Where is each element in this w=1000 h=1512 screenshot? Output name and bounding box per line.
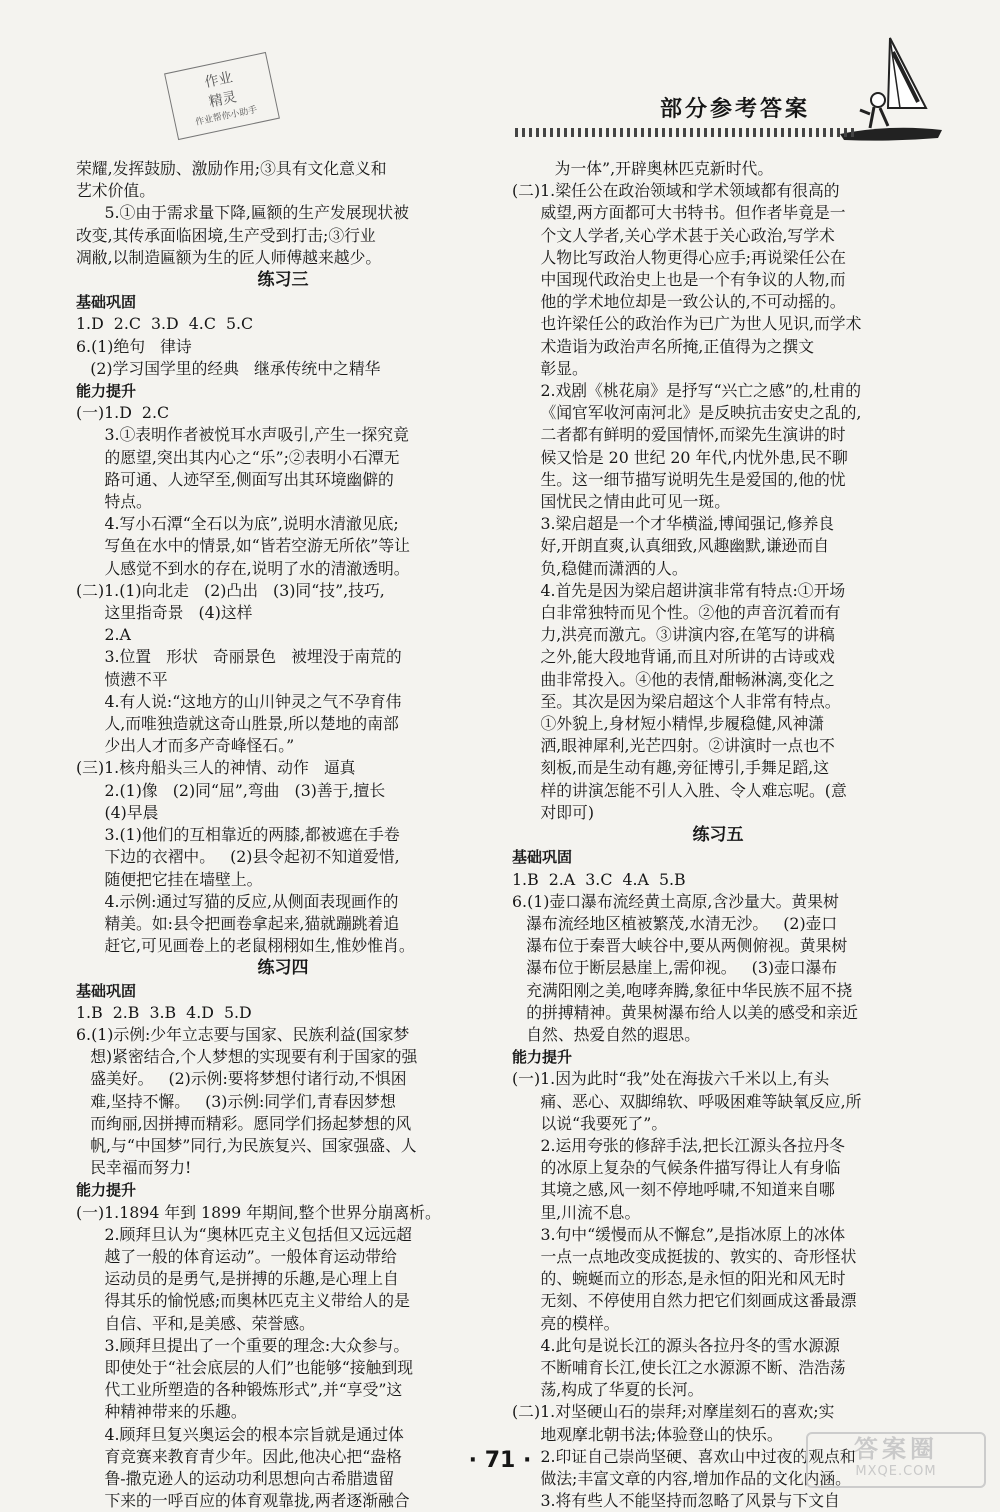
section-heading: 能力提升 xyxy=(76,382,137,401)
answer-line: 的愿望,突出其内心之“乐”;②表明小石潭无 xyxy=(104,447,400,467)
answer-line: 中国现代政治史上也是一个有争议的人物,而 xyxy=(540,270,846,290)
answer-line: (一)1.D 2.C xyxy=(76,403,170,423)
answer-line: 改变,其传承面临困境,生产受到打击;③行业 xyxy=(76,225,376,245)
answer-line: 白非常独特而见个性。②他的声音沉着而有 xyxy=(540,603,841,623)
answer-line: 3.将有些人不能坚持而忽略了风景与下文自 xyxy=(540,1491,840,1511)
answer-line: 4.首先是因为梁启超讲演非常有特点:①开场 xyxy=(540,580,846,600)
section-heading: 能力提升 xyxy=(512,1048,573,1067)
answer-line: 瀑布位于断层悬崖上,需仰视。 (3)壶口瀑布 xyxy=(526,958,838,978)
header-rule xyxy=(515,128,855,137)
answer-line: 愤懑不平 xyxy=(104,669,168,689)
answer-line: 至。其次是因为梁启超这个人非常有特点。 xyxy=(540,691,841,711)
answer-line: 二者都有鲜明的爱国情怀,而梁先生演讲的时 xyxy=(540,425,846,445)
answer-line: 1.D 2.C 3.D 4.C 5.C xyxy=(76,314,254,334)
answer-line: 下来的一呼百应的体育观靠拢,两者逐渐融合 xyxy=(104,1491,410,1511)
answer-line: 民幸福而努力! xyxy=(90,1158,192,1178)
answer-line: 路可通、人迹罕至,侧面写出其环境幽僻的 xyxy=(104,469,394,489)
answer-line: 自然、热爱自然的遐思。 xyxy=(526,1024,700,1044)
section-title: 练习五 xyxy=(692,825,744,846)
section-heading: 能力提升 xyxy=(76,1181,137,1200)
answer-line: 之外,能大段地背诵,而且对所讲的古诗或戏 xyxy=(540,647,835,667)
homework-stamp-logo xyxy=(164,52,280,140)
answer-line: 曲非常投入。④他的表情,酣畅淋漓,变化之 xyxy=(540,669,835,689)
answer-line: 刻板,而是生动有趣,旁征博引,手舞足蹈,这 xyxy=(540,758,830,778)
answer-line: 即使处于“社会底层的人们”也能够“接触到现 xyxy=(104,1357,414,1377)
answer-line: 生。这一细节描写说明先生是爱国的,他的忧 xyxy=(540,469,846,489)
answer-line: 而绚丽,因拼搏而精彩。愿同学们扬起梦想的风 xyxy=(90,1113,412,1133)
answer-line: 3.(1)他们的互相靠近的两膝,都被遮在手卷 xyxy=(104,825,400,845)
answer-line: (二)1.梁任公在政治领域和学术领域都有很高的 xyxy=(512,181,840,201)
answer-line: (2)学习国学里的经典 继承传统中之精华 xyxy=(90,358,381,378)
answer-line: 充满阳刚之美,咆哮奔腾,象征中华民族不屈不挠 xyxy=(526,980,853,1000)
answer-line: 4.写小石潭“全石以为底”,说明水清澈见底; xyxy=(104,514,399,534)
answer-line: 人物比写政治人物更得心应手;再说梁任公在 xyxy=(540,247,846,267)
answer-line: 1.B 2.A 3.C 4.A 5.B xyxy=(512,869,686,889)
answer-line: 随便把它挂在墙壁上。 xyxy=(104,869,263,889)
answer-line: 难,坚持不懈。 (3)示例:同学们,青春因梦想 xyxy=(90,1091,396,1111)
answer-line: (三)1.核舟船头三人的神情、动作 逼真 xyxy=(76,758,356,778)
answer-line: 洒,眼神犀利,光芒四射。②讲演时一点也不 xyxy=(540,736,835,756)
right-column xyxy=(512,158,924,1512)
answer-line: 盛美好。 (2)示例:要将梦想付诸行动,不惧困 xyxy=(90,1069,407,1089)
answer-line: (二)1.(1)向北走 (2)凸出 (3)同“技”,技巧, xyxy=(76,580,385,600)
stamp-line3: 作业帮你小助手 xyxy=(194,105,259,128)
answer-line: 国忧民之情由此可见一斑。 xyxy=(540,492,731,512)
page-number: · 71 · xyxy=(468,1448,532,1473)
answer-line: 不断哺育长江,使长江之水源源不断、浩浩荡 xyxy=(540,1357,846,1377)
answer-line: 艺术价值。 xyxy=(76,181,155,201)
answer-line: 的、蜿蜒而立的形态,是永恒的阳光和风无时 xyxy=(540,1269,846,1289)
answer-line: 的拼搏精神。黄果树瀑布给人以美的感受和亲近 xyxy=(526,1002,858,1022)
answer-line: 凋敝,以制造匾额为生的匠人师傅越来越少。 xyxy=(76,247,382,267)
answer-line: 6.(1)绝句 律诗 xyxy=(76,336,192,356)
answer-line: 3.梁启超是一个才华横溢,博闻强记,修养良 xyxy=(540,514,835,534)
answer-line: (一)1.1894 年到 1899 年期间,整个世界分崩离析。 xyxy=(76,1202,441,1222)
watermark-line2: MXQE.COM xyxy=(855,1464,937,1479)
answer-line: 术造诣为政治声名所掩,正值得为之撰文 xyxy=(540,336,815,356)
answer-line: 人感觉不到水的存在,说明了水的清澈透明。 xyxy=(104,558,410,578)
answer-line: 好,开朗直爽,认真细致,风趣幽默,谦逊而自 xyxy=(540,536,830,556)
answer-line: 2.A xyxy=(104,625,131,645)
answer-line: 5.①由于需求量下降,匾额的生产发展现状被 xyxy=(104,203,409,223)
answer-line: 4.此句是说长江的源头各拉丹冬的雪水源源 xyxy=(540,1335,840,1355)
answer-line: 以说“我要死了”。 xyxy=(540,1113,668,1133)
header-title: 部分参考答案 xyxy=(660,97,811,122)
answer-line: 自信、平和,是美感、荣誉感。 xyxy=(104,1313,315,1333)
answer-line: 想)紧密结合,个人梦想的实现要有利于国家的强 xyxy=(90,1047,418,1067)
answer-line: 3.位置 形状 奇丽景色 被埋没于南荒的 xyxy=(104,647,402,667)
answer-line: (二)1.对坚硬山石的崇拜;对摩崖刻石的喜欢;实 xyxy=(512,1402,835,1422)
answer-line: 得其乐的愉悦感;而奥林匹克主义带给人的是 xyxy=(104,1291,410,1311)
answer-line: 个文人学者,关心学术甚于关心政治,写学术 xyxy=(540,225,835,245)
answer-line: 2.顾拜旦认为“奥林匹克主义包括但又远远超 xyxy=(104,1224,412,1244)
watermark-logo xyxy=(806,1432,986,1488)
answer-line: 4.顾拜旦复兴奥运会的根本宗旨就是通过体 xyxy=(104,1424,404,1444)
section-heading: 基础巩固 xyxy=(512,848,573,867)
answer-line: 这里指奇景 (4)这样 xyxy=(104,603,253,623)
answer-line: 精美。如:县令把画卷拿起来,猫就蹦跳着追 xyxy=(104,913,400,933)
section-title: 练习四 xyxy=(257,958,309,979)
answer-line: (一)1.因为此时“我”处在海拔六千米以上,有头 xyxy=(512,1069,830,1089)
answer-line: 瀑布位于秦晋大峡谷中,要从两侧俯视。黄果树 xyxy=(526,936,848,956)
answer-line: 写鱼在水中的情景,如“皆若空游无所依”等让 xyxy=(104,536,410,556)
answer-line: 3.①表明作者被悦耳水声吸引,产生一探究竟 xyxy=(104,425,409,445)
answer-line: 荡,构成了华夏的长河。 xyxy=(540,1380,704,1400)
answer-line: 《闻官军收河南河北》是反映抗击安史之乱的, xyxy=(540,403,862,423)
answer-line: 亮的模样。 xyxy=(540,1313,620,1333)
answer-line: 6.(1)壶口瀑布流经黄土高原,含沙量大。黄果树 xyxy=(512,891,839,911)
answer-line: 2.(1)像 (2)同“屈”,弯曲 (3)善于,擅长 xyxy=(104,780,386,800)
answer-line: 样的讲演怎能不引人入胜、令人难忘呢。(意 xyxy=(540,780,847,800)
answer-line: 负,稳健而潇洒的人。 xyxy=(540,558,688,578)
answer-line: 3.顾拜旦提出了一个重要的理念:大众参与。 xyxy=(104,1335,410,1355)
answer-line: 少出人才而多产奇峰怪石。” xyxy=(104,736,295,756)
answer-line: 鲁-撒克逊人的运动功利思想向古希腊遗留 xyxy=(104,1468,395,1488)
left-column xyxy=(76,158,490,1512)
answer-line: 2.戏剧《桃花扇》是抒写“兴亡之感”的,杜甫的 xyxy=(540,381,862,401)
answer-line: 候又恰是 20 世纪 20 年代,内忧外患,民不聊 xyxy=(540,447,848,467)
answer-line: (4)早晨 xyxy=(104,802,159,822)
answer-line: 人,而唯独造就这奇山胜景,所以楚地的南部 xyxy=(104,714,399,734)
answer-line: 下边的衣褶中。 (2)县令起初不知道爱惜, xyxy=(104,847,400,867)
answer-line: 6.(1)示例:少年立志要与国家、民族利益(国家梦 xyxy=(76,1024,410,1044)
answer-line: 力,洪亮而激亢。③讲演内容,在笔写的讲稿 xyxy=(540,625,835,645)
answer-line: 其境之感,风一刻不停地呼啸,不知道来自哪 xyxy=(540,1180,835,1200)
answer-line: 瀑布流经地区植被繁茂,水清无沙。 (2)壶口 xyxy=(526,913,838,933)
answer-line: 帆,与“中国梦”同行,为民族复兴、国家强盛、人 xyxy=(90,1135,417,1155)
answer-line: 4.示例:通过写猫的反应,从侧面表现画作的 xyxy=(104,891,399,911)
stamp-line1: 作业 xyxy=(203,69,235,92)
answer-line: ①外貌上,身材短小精悍,步履稳健,风神潇 xyxy=(540,714,825,734)
answer-line: 赶它,可见画卷上的老鼠栩栩如生,惟妙惟肖。 xyxy=(104,936,415,956)
watermark-line1: 答案圈 xyxy=(854,1435,938,1463)
answer-line: 特点。 xyxy=(104,492,152,512)
answer-line: 一点一点地改变成挺拔的、敦实的、奇形怪状 xyxy=(540,1246,857,1266)
section-heading: 基础巩固 xyxy=(76,981,137,1000)
answer-line: 做法;丰富文章的内容,增加作品的文化内涵。 xyxy=(540,1468,851,1488)
answer-line: 里,川流不息。 xyxy=(540,1202,641,1222)
section-heading: 基础巩固 xyxy=(76,293,137,312)
answer-line: 痛、恶心、双脚绵软、呼吸困难等缺氧反应,所 xyxy=(540,1091,862,1111)
answer-line: 威望,两方面都可大书特书。但作者毕竟是一 xyxy=(540,203,846,223)
answer-line: 2.运用夸张的修辞手法,把长江源头各拉丹冬 xyxy=(540,1135,845,1155)
answer-line: 育竞赛来教育青少年。因此,他决心把“盎格 xyxy=(104,1446,402,1466)
answer-line: 2.印证自己崇尚坚硬、喜欢山中过夜的观点和 xyxy=(540,1446,856,1466)
answer-line: 1.B 2.B 3.B 4.D 5.D xyxy=(76,1002,252,1022)
answer-line: 荣耀,发挥鼓励、激励作用;③具有文化意义和 xyxy=(76,159,387,178)
answer-line: 也许梁任公的政治作为已广为世人见识,而学术 xyxy=(540,314,862,334)
section-title: 练习三 xyxy=(257,270,309,291)
stamp-line2: 精灵 xyxy=(207,89,239,111)
answer-line: 为一体”,开辟奥林匹克新时代。 xyxy=(554,159,774,178)
answer-line: 对即可) xyxy=(540,802,594,822)
answer-line: 代工业所塑造的各种锻炼形式”,并“享受”这 xyxy=(104,1380,403,1400)
answer-line: 3.句中“缓慢而从不懈怠”,是指冰原上的冰体 xyxy=(540,1224,846,1244)
answer-line: 的冰原上复杂的气候条件描写得让人有身临 xyxy=(540,1158,841,1178)
answer-line: 4.有人说:“这地方的山川钟灵之气不孕育伟 xyxy=(104,691,402,711)
answer-line: 运动员的是勇气,是拼搏的乐趣,是心理上自 xyxy=(104,1269,399,1289)
answer-line: 无刻、不停使用自然力把它们刻画成这番最漂 xyxy=(540,1291,857,1311)
answer-line: 种精神带来的乐趣。 xyxy=(104,1402,247,1422)
answer-line: 彰显。 xyxy=(540,358,588,378)
answer-line: 地观摩北朝书法;体验登山的快乐。 xyxy=(540,1424,783,1444)
answer-line: 越了一般的体育运动”。一般体育运动带给 xyxy=(104,1246,397,1266)
answer-line: 他的学术地位却是一致公认的,不可动摇的。 xyxy=(540,292,846,312)
